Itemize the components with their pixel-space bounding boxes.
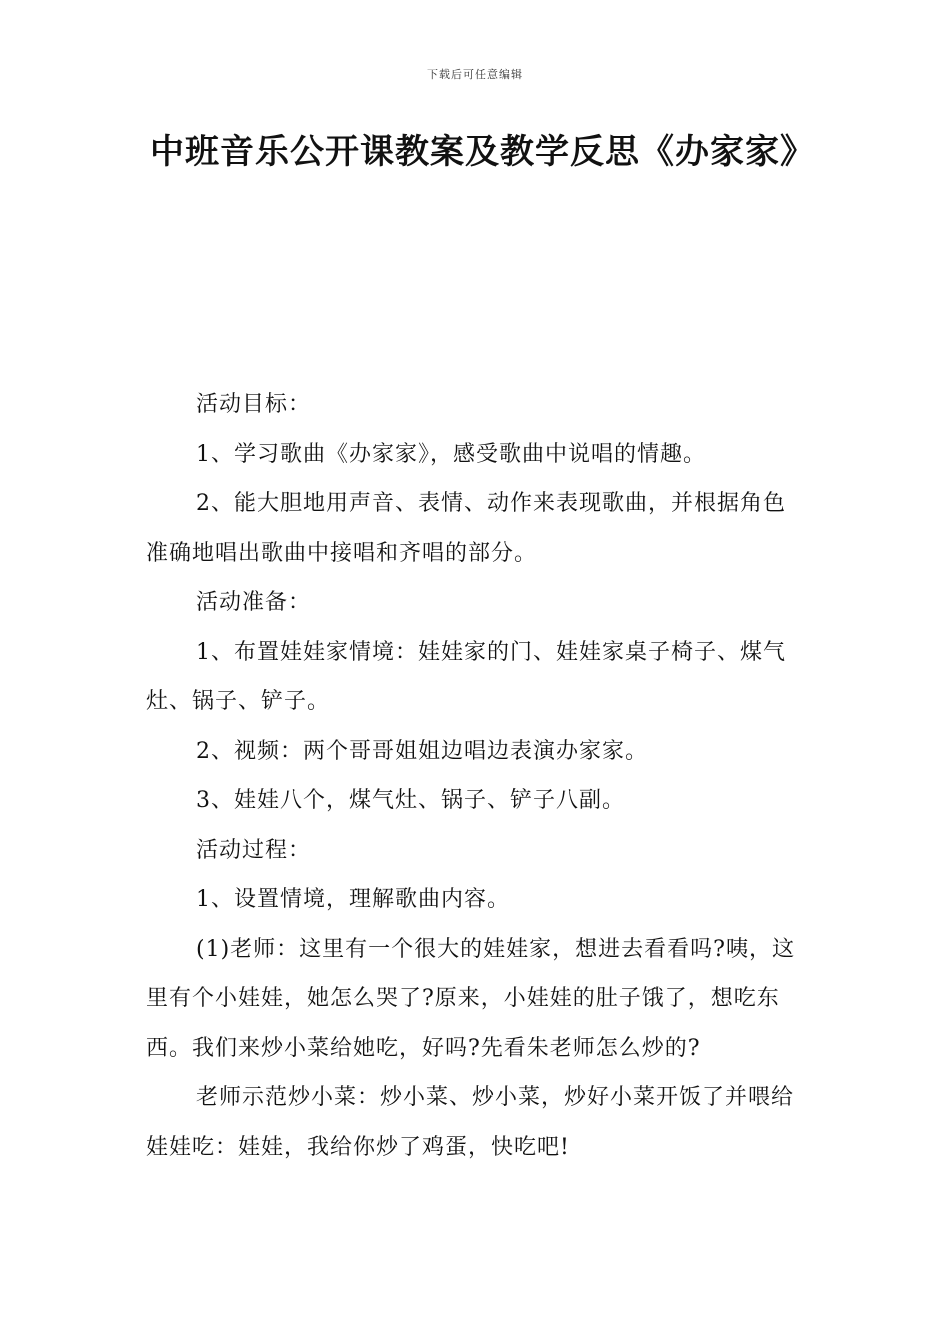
preparation-item-1: 1、布置娃娃家情境：娃娃家的门、娃娃家桌子椅子、煤气灶、锅子、铲子。 (146, 639, 786, 714)
document-title: 中班音乐公开课教案及教学反思《办家家》 (150, 132, 815, 172)
section-heading-goals: 活动目标： (196, 392, 312, 417)
preparation-item-3: 3、娃娃八个，煤气灶、锅子、铲子八副。 (196, 788, 625, 813)
section-heading-process: 活动过程： (196, 837, 312, 863)
teacher-demonstration: 老师示范炒小菜：炒小菜、炒小菜，炒好小菜开饭了并喂给娃娃吃：娃娃，我给你炒了鸡蛋，快吃吧! (146, 1085, 795, 1160)
process-step-1: 1、设置情境，理解歌曲内容。 (196, 887, 510, 912)
goal-item-1: 1、学习歌曲《办家家》，感受歌曲中说唱的情趣。 (196, 441, 706, 467)
preparation-item-2: 2、视频：两个哥哥姐姐边唱边表演办家家。 (196, 738, 648, 764)
header-note: 下载后可任意编辑 (427, 68, 523, 81)
section-heading-preparation: 活动准备： (196, 590, 312, 615)
document-body (146, 380, 808, 1172)
goal-item-2: 2、能大胆地用声音、表情、动作来表现歌曲，并根据角色准确地唱出歌曲中接唱和齐唱的部分。 (146, 491, 786, 566)
process-step-1-detail: (1)老师：这里有一个很大的娃娃家，想进去看看吗?咦，这里有个小娃娃，她怎么哭了?原来，小娃娃的肚子饿了，想吃东西。我们来炒小菜给她吃，好吗?先看朱老师怎么炒的? (146, 936, 795, 1061)
